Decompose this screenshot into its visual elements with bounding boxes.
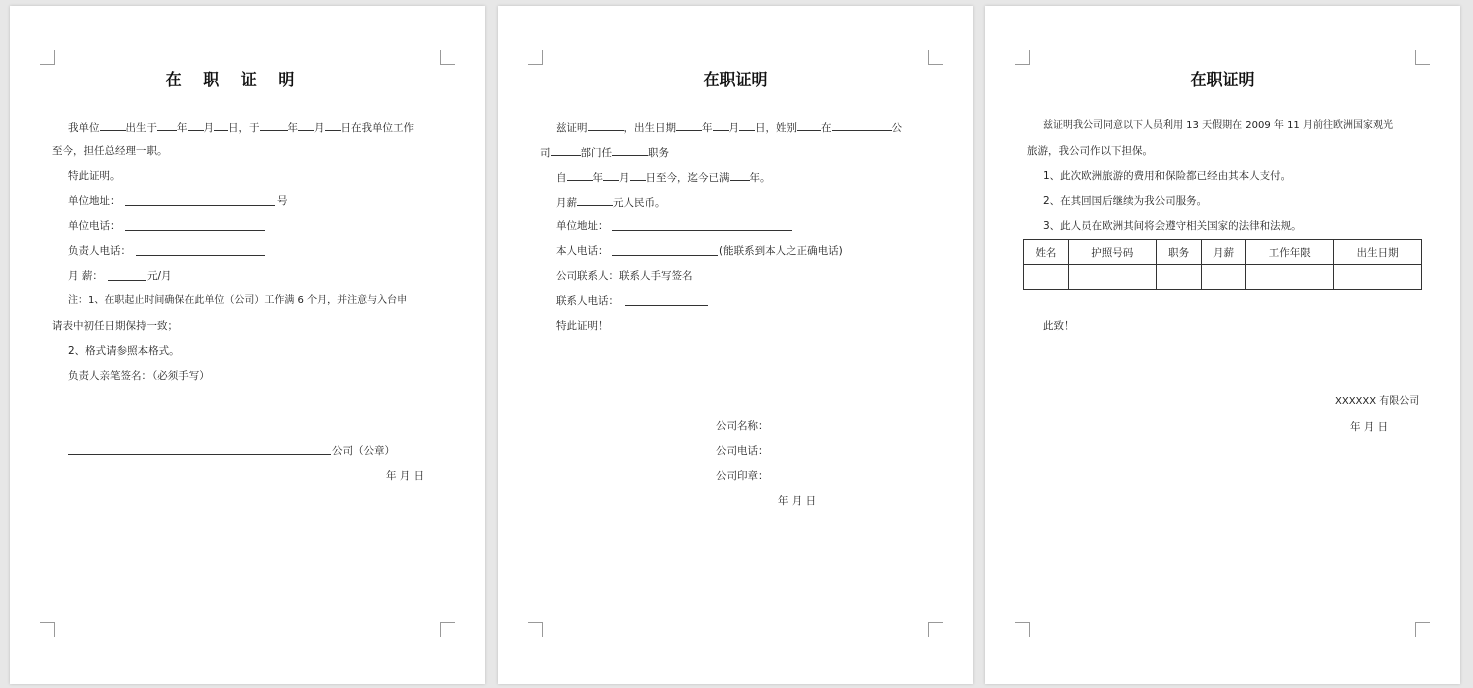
address-label: 单位地址：	[556, 220, 609, 232]
company-stamp-label: 公司印章：	[716, 470, 769, 482]
self-phone-blank	[612, 255, 718, 256]
document-page-2	[498, 6, 973, 684]
table-header-cell: 护照号码	[1068, 240, 1156, 265]
list-item: 1、此次欧洲旅游的费用和保险都已经由其本人支付。	[1043, 170, 1292, 182]
closing-text: 此致！	[1043, 320, 1075, 332]
page-title: 在职证明	[1190, 70, 1255, 89]
table-header-cell: 月薪	[1201, 240, 1246, 265]
text-line: 兹证明 ，出生日期 年 月 日，姓别 在 公	[556, 119, 902, 135]
leader-phone-blank	[136, 255, 265, 256]
table-cell	[1156, 265, 1201, 290]
table-cell	[1068, 265, 1156, 290]
corner-mark	[528, 50, 543, 65]
signature-label: 负责人亲笔签名：（必须手写）	[68, 370, 210, 382]
table-header-cell: 姓名	[1024, 240, 1069, 265]
company-seal-label: 公司（公章）	[332, 445, 395, 457]
corner-mark	[528, 622, 543, 637]
leader-phone-label: 负责人电话：	[68, 245, 131, 257]
text-line: 司 部门任 职务	[540, 144, 669, 160]
date-line: 年 月 日	[778, 495, 817, 507]
table-header-cell: 工作年限	[1246, 240, 1334, 265]
phone-label: 单位电话：	[68, 220, 121, 232]
body-line: 旅游，我公司作以下担保。	[1027, 145, 1153, 157]
salary-blank	[108, 280, 146, 281]
page-title: 在 职 证 明	[165, 70, 303, 89]
corner-mark	[1415, 622, 1430, 637]
certify-text: 特此证明！	[556, 320, 609, 332]
contact-phone-blank	[625, 305, 708, 306]
phone-blank	[125, 230, 265, 231]
contact-phone-label: 联系人电话：	[556, 295, 619, 307]
table-header-row	[1024, 240, 1422, 265]
text-line: 特此证明。	[68, 170, 121, 182]
table-cell	[1024, 265, 1069, 290]
corner-mark	[40, 622, 55, 637]
table-header-cell: 职务	[1156, 240, 1201, 265]
corner-mark	[40, 50, 55, 65]
company-phone-label: 公司电话：	[716, 445, 769, 457]
note-line: 注：1、在职起止时间确保在此单位（公司）工作满 6 个月，并注意与入台申	[68, 295, 408, 306]
text-line: 我单位 出生于 年 月 日，于 年 月 日在我单位工作	[68, 119, 414, 135]
table-row	[1024, 265, 1422, 290]
date-line: 年 月 日	[386, 470, 425, 482]
self-phone-label: 本人电话：	[556, 245, 609, 257]
list-item: 2、在其回国后继续为我公司服务。	[1043, 195, 1208, 207]
address-suffix: 号	[277, 195, 288, 207]
body-line: 兹证明我公司同意以下人员利用 13 天假期在 2009 年 11 月前往欧洲国家观光	[1043, 120, 1393, 131]
note-line: 2、格式请参照本格式。	[68, 345, 180, 357]
page-title: 在职证明	[703, 70, 768, 89]
document-page-1	[10, 6, 485, 684]
personnel-table	[1023, 239, 1422, 290]
text-line: 自 年 月 日至今，迄今已满 年。	[556, 169, 771, 185]
date-line: 年 月 日	[1350, 421, 1389, 433]
address-blank	[612, 230, 792, 231]
table-header-cell: 出生日期	[1334, 240, 1422, 265]
self-phone-note: (能联系到本人之正确电话)	[719, 245, 843, 257]
text-line: 至今，担任总经理一职。	[52, 145, 168, 157]
corner-mark	[1015, 50, 1030, 65]
address-label: 单位地址：	[68, 195, 121, 207]
company-blank	[68, 454, 331, 455]
corner-mark	[928, 622, 943, 637]
salary-suffix: 元/月	[147, 270, 172, 282]
contact-label: 公司联系人：联系人手写签名	[556, 270, 693, 282]
text-line: 月薪 元人民币。	[556, 194, 666, 210]
document-page-3	[985, 6, 1460, 684]
company-name: XXXXXX 有限公司	[1335, 396, 1420, 407]
table-cell	[1201, 265, 1246, 290]
company-name-label: 公司名称：	[716, 420, 769, 432]
corner-mark	[1015, 622, 1030, 637]
address-blank	[125, 205, 275, 206]
table-cell	[1334, 265, 1422, 290]
table-cell	[1246, 265, 1334, 290]
corner-mark	[928, 50, 943, 65]
list-item: 3、此人员在欧洲其间将会遵守相关国家的法律和法规。	[1043, 220, 1302, 232]
corner-mark	[440, 622, 455, 637]
corner-mark	[440, 50, 455, 65]
salary-label: 月 薪：	[68, 270, 103, 282]
corner-mark	[1415, 50, 1430, 65]
note-line: 请表中初任日期保持一致；	[52, 320, 178, 332]
